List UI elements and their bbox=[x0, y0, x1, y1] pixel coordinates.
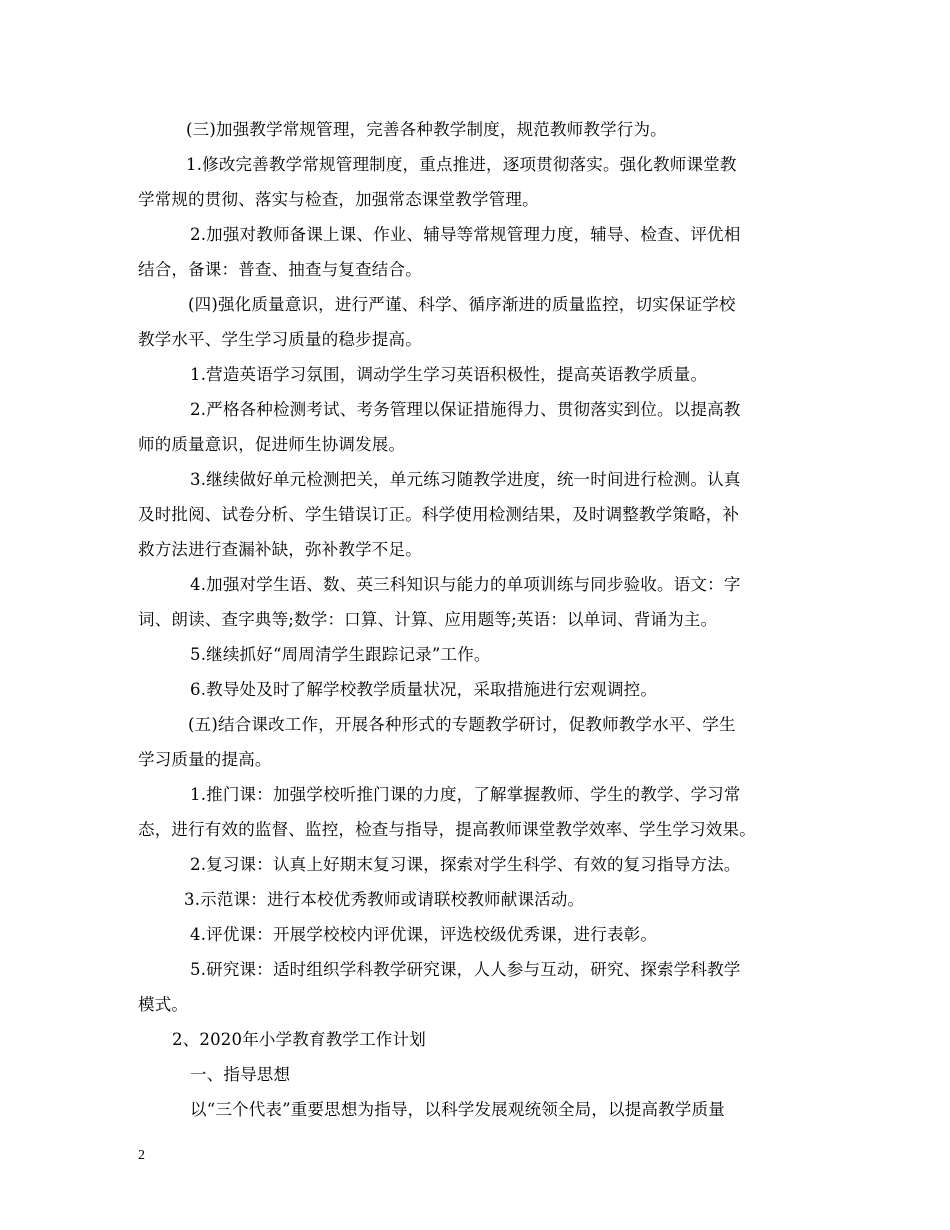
text-line: 以“三个代表”重要思想为指导，以科学发展观统领全局，以提高教学质量 bbox=[190, 1100, 725, 1119]
page-number: 2 bbox=[138, 1148, 145, 1163]
text-line: 2.复习课：认真上好期末复习课，探索对学生科学、有效的复习指导方法。 bbox=[190, 855, 741, 874]
text-line: (三)加强教学常规管理，完善各种教学制度，规范教师教学行为。 bbox=[186, 120, 667, 139]
text-line: 4.加强对学生语、数、英三科知识与能力的单项训练与同步验收。语文：字 bbox=[190, 575, 741, 594]
text-line: 5.继续抓好“周周清学生跟踪记录”工作。 bbox=[190, 645, 491, 664]
text-line: 结合，备课：普查、抽查与复查结合。 bbox=[138, 260, 422, 279]
text-line: 4.评优课：开展学校校内评优课，评选校级优秀课，进行表彰。 bbox=[190, 925, 658, 944]
text-line: (五)结合课改工作，开展各种形式的专题教学研讨，促教师教学水平、学生 bbox=[188, 715, 736, 734]
text-line: 3.示范课：进行本校优秀教师或请联校教师献课活动。 bbox=[184, 890, 585, 909]
text-line: 2.严格各种检测考试、考务管理以保证措施得力、贯彻落实到位。以提高教 bbox=[190, 400, 741, 419]
subsection-heading: 一、指导思想 bbox=[190, 1065, 291, 1084]
section-heading: 2、2020年小学教育教学工作计划 bbox=[172, 1030, 426, 1049]
text-line: 5.研究课：适时组织学科教学研究课，人人参与互动，研究、探索学科教学 bbox=[190, 960, 741, 979]
text-line: 3.继续做好单元检测把关，单元练习随教学进度，统一时间进行检测。认真 bbox=[190, 470, 741, 489]
text-line: 模式。 bbox=[138, 995, 189, 1014]
text-line: 及时批阅、试卷分析、学生错误订正。科学使用检测结果，及时调整教学策略，补 bbox=[138, 505, 740, 524]
text-line: 1.修改完善教学常规管理制度，重点推进，逐项贯彻落实。强化教师课堂教 bbox=[186, 155, 737, 174]
text-line: 师的质量意识，促进师生协调发展。 bbox=[138, 435, 406, 454]
text-line: 态，进行有效的监督、监控，检查与指导，提高教师课堂教学效率、学生学习效果。 bbox=[138, 820, 756, 839]
text-line: 2.加强对教师备课上课、作业、辅导等常规管理力度，辅导、检查、评优相 bbox=[190, 225, 741, 244]
text-line: 教学水平、学生学习质量的稳步提高。 bbox=[138, 330, 422, 349]
text-line: 1.营造英语学习氛围，调动学生学习英语积极性，提高英语教学质量。 bbox=[190, 365, 708, 384]
text-line: 6.教导处及时了解学校教学质量状况，采取措施进行宏观调控。 bbox=[190, 680, 658, 699]
text-line: 词、朗读、查字典等;数学：口算、计算、应用题等;英语：以单词、背诵为主。 bbox=[138, 610, 718, 629]
text-line: 学习质量的提高。 bbox=[138, 750, 272, 769]
text-line: 学常规的贯彻、落实与检查，加强常态课堂教学管理。 bbox=[138, 190, 539, 209]
text-line: 救方法进行查漏补缺，弥补教学不足。 bbox=[138, 540, 422, 559]
text-line: 1.推门课：加强学校听推门课的力度，了解掌握教师、学生的教学、学习常 bbox=[190, 785, 741, 804]
text-line: (四)强化质量意识，进行严谨、科学、循序渐进的质量监控，切实保证学校 bbox=[188, 295, 736, 314]
